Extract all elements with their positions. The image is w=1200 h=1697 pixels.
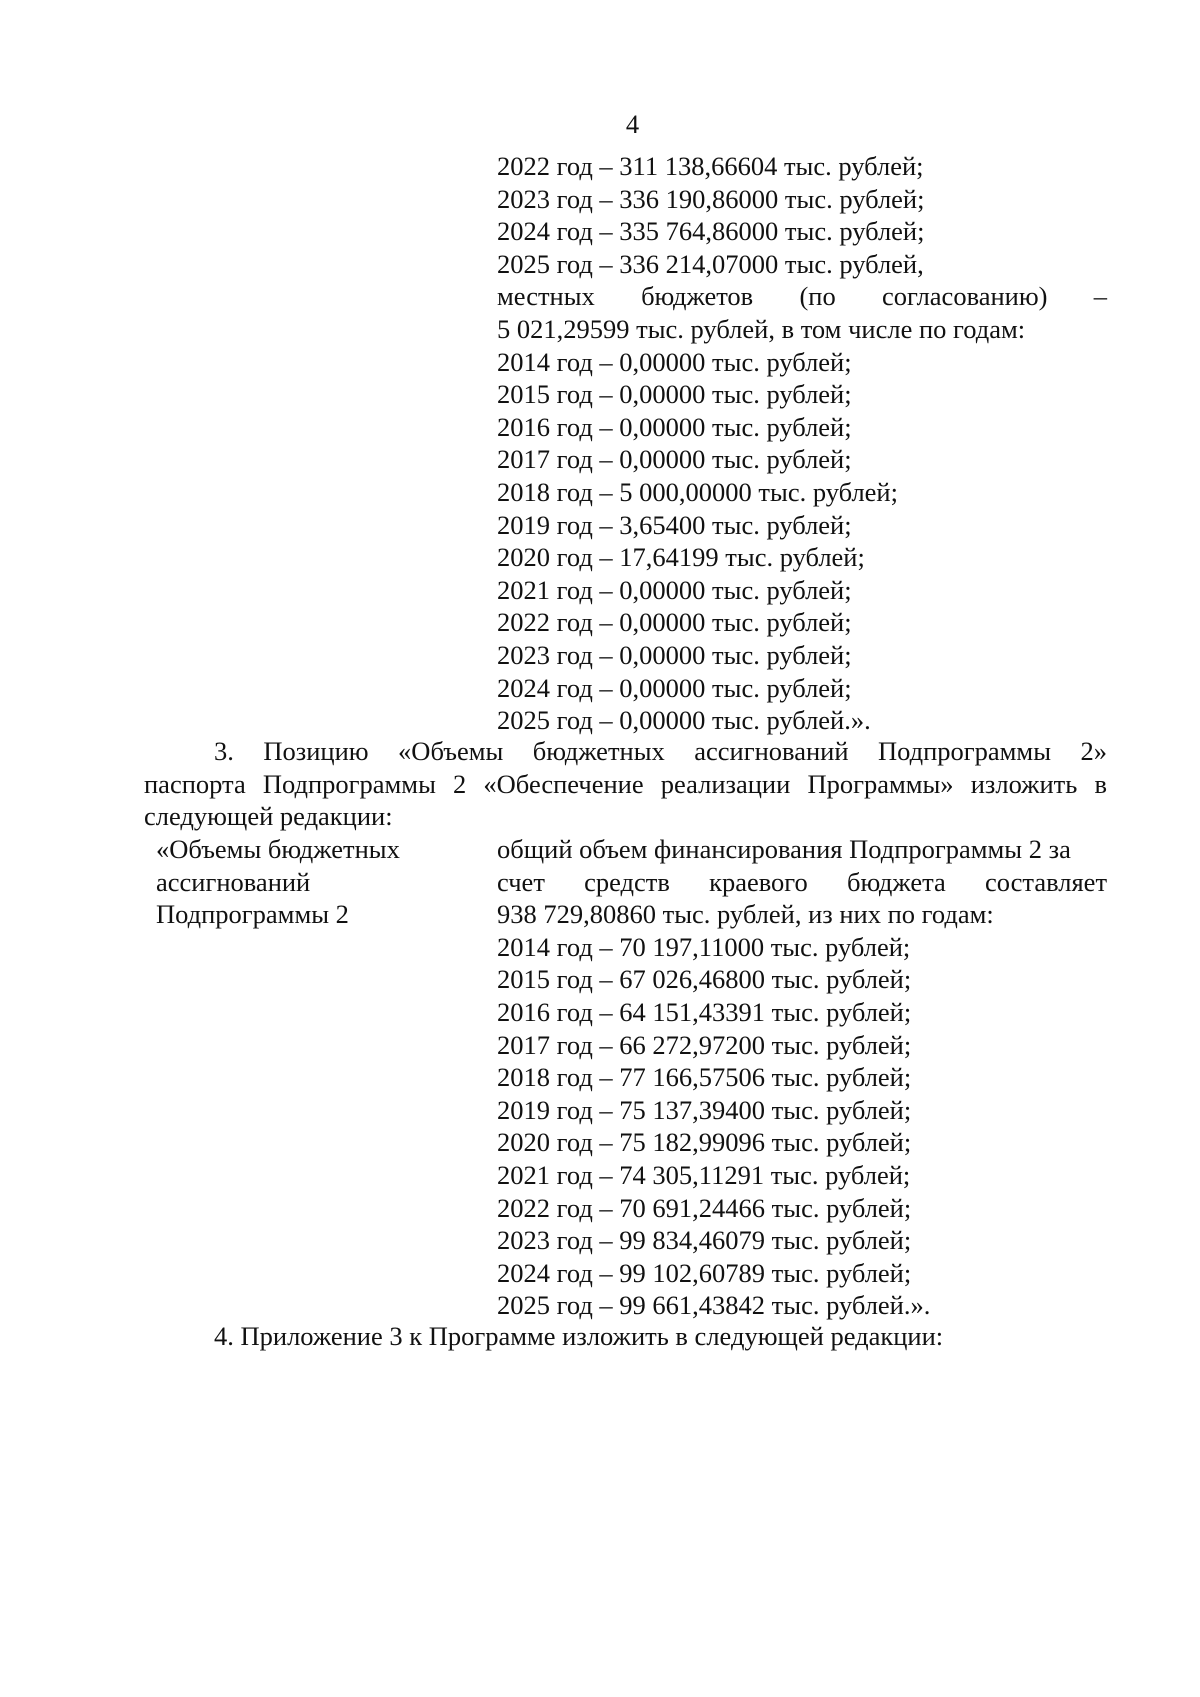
word: местных	[497, 281, 595, 312]
year-line: 2017 год – 0,00000 тыс. рублей;	[497, 444, 852, 475]
year-line: 2014 год – 0,00000 тыс. рублей;	[497, 346, 852, 377]
local-budget-funding-block	[497, 150, 1107, 737]
year-line: 2025 год – 0,00000 тыс. рублей.».	[497, 705, 871, 736]
year-line: 2023 год – 0,00000 тыс. рублей;	[497, 639, 852, 670]
word: (по	[799, 281, 836, 312]
year-line: 2017 год – 66 272,97200 тыс. рублей;	[497, 1029, 912, 1060]
paragraph-line: следующей редакции:	[144, 801, 393, 832]
word: средств	[584, 866, 670, 897]
year-line: 2015 год – 0,00000 тыс. рублей;	[497, 379, 852, 410]
paragraph-line: паспорта Подпрограммы 2 «Обеспечение реализации Программы» изложить в	[144, 768, 1107, 799]
year-line: 2019 год – 3,65400 тыс. рублей;	[497, 509, 852, 540]
title-line: ассигнований	[156, 866, 311, 897]
year-line: 2016 год – 64 151,43391 тыс. рублей;	[497, 996, 912, 1027]
position-title	[156, 833, 476, 931]
year-line: 2025 год – 99 661,43842 тыс. рублей.».	[497, 1290, 931, 1321]
text-line: 2023 год – 336 190,86000 тыс. рублей;	[497, 183, 925, 214]
text-line: 5 021,29599 тыс. рублей, в том числе по годам:	[497, 313, 1026, 344]
paragraph-4	[144, 1320, 1107, 1353]
year-line: 2021 год – 74 305,11291 тыс. рублей;	[497, 1159, 911, 1190]
year-line: 2024 год – 99 102,60789 тыс. рублей;	[497, 1257, 912, 1288]
page-number: 4	[625, 109, 640, 139]
text-line: 2025 год – 336 214,07000 тыс. рублей,	[497, 248, 924, 279]
year-line: 2015 год – 67 026,46800 тыс. рублей;	[497, 964, 912, 995]
subprogram-2-funding-block	[497, 833, 1107, 1322]
year-line: 2014 год – 70 197,11000 тыс. рублей;	[497, 931, 911, 962]
title-line: Подпрограммы 2	[156, 899, 349, 930]
text-line: общий объем финансирования Подпрограммы 2 за	[497, 834, 1071, 864]
text-line: 2022 год – 311 138,66604 тыс. рублей;	[497, 151, 924, 181]
title-line: «Объемы бюджетных	[156, 834, 400, 864]
year-line: 2019 год – 75 137,39400 тыс. рублей;	[497, 1094, 912, 1125]
year-line: 2016 год – 0,00000 тыс. рублей;	[497, 411, 852, 442]
year-line: 2024 год – 0,00000 тыс. рублей;	[497, 672, 852, 703]
local-budgets-line	[497, 280, 1107, 313]
year-line: 2018 год – 77 166,57506 тыс. рублей;	[497, 1062, 912, 1093]
word: составляет	[985, 866, 1108, 897]
year-line: 2021 год – 0,00000 тыс. рублей;	[497, 574, 852, 605]
paragraph-line: 4. Приложение 3 к Программе изложить в следующей редакции:	[214, 1321, 944, 1351]
year-line: 2018 год – 5 000,00000 тыс. рублей;	[497, 476, 898, 507]
word: согласованию)	[882, 281, 1048, 312]
word: –	[1093, 281, 1108, 312]
word: бюджета	[846, 866, 946, 897]
year-line: 2023 год – 99 834,46079 тыс. рублей;	[497, 1225, 912, 1256]
year-line: 2020 год – 17,64199 тыс. рублей;	[497, 542, 865, 573]
paragraph-3	[144, 735, 1107, 833]
justified-line	[497, 866, 1107, 899]
year-line: 2022 год – 70 691,24466 тыс. рублей;	[497, 1192, 912, 1223]
year-line: 2020 год – 75 182,99096 тыс. рублей;	[497, 1127, 912, 1158]
word: счет	[497, 866, 545, 897]
word: бюджетов	[641, 281, 754, 312]
paragraph-line: 3. Позицию «Объемы бюджетных ассигнований Подпрограммы 2»	[214, 736, 1107, 766]
text-line: 2024 год – 335 764,86000 тыс. рублей;	[497, 216, 925, 247]
text-line: 938 729,80860 тыс. рублей, из них по годам:	[497, 899, 994, 930]
year-line: 2022 год – 0,00000 тыс. рублей;	[497, 607, 852, 638]
word: краевого	[709, 866, 808, 897]
